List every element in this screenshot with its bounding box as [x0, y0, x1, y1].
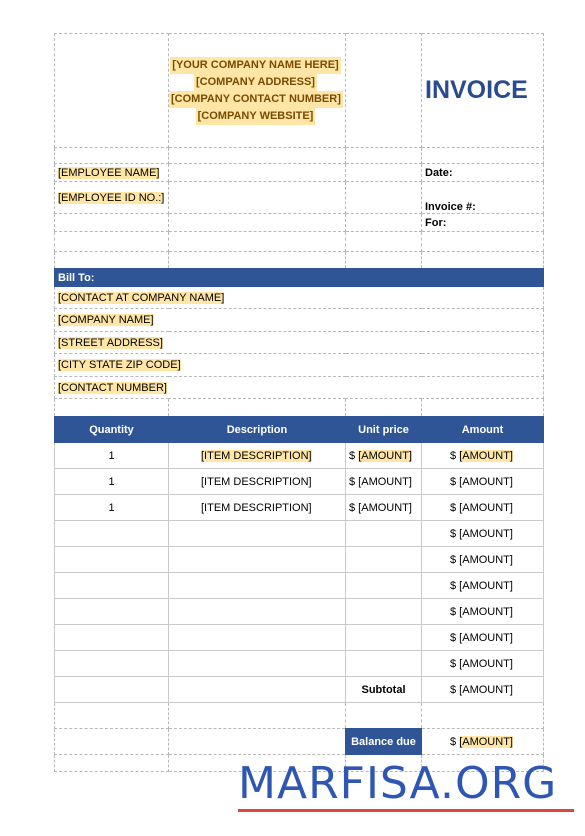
- unit-price-value: [AMOUNT]: [358, 449, 412, 462]
- company-website: [COMPANY WEBSITE]: [196, 108, 316, 125]
- table-row: 1 [ITEM DESCRIPTION] $ [AMOUNT] $ [AMOUNT]: [55, 469, 544, 495]
- bill-to-city: [CITY STATE ZIP CODE]: [58, 359, 181, 371]
- watermark-underline: [238, 809, 574, 812]
- subtotal-row: [55, 677, 544, 703]
- watermark-logo: [238, 760, 578, 816]
- subtotal-value: $ [AMOUNT]: [422, 677, 544, 703]
- table-row: $ [AMOUNT]: [55, 599, 544, 625]
- invoice-number-label: Invoice #:: [422, 182, 544, 214]
- table-row: $ [AMOUNT]: [55, 547, 544, 573]
- table-row: $ [AMOUNT]: [55, 521, 544, 547]
- subtotal-label: Subtotal: [346, 677, 422, 703]
- col-header-amount: Amount: [422, 417, 544, 443]
- balance-row: [55, 729, 544, 755]
- bill-to-contact: [CONTACT AT COMPANY NAME]: [58, 291, 225, 304]
- company-contact-number: [COMPANY CONTACT NUMBER]: [169, 91, 343, 108]
- invoice-title: INVOICE: [422, 34, 544, 148]
- header-row: [55, 34, 544, 148]
- bill-to-street: [STREET ADDRESS]: [58, 336, 163, 349]
- table-row: 1 [ITEM DESCRIPTION] $ [AMOUNT] $ [AMOUNT]: [55, 443, 544, 469]
- company-info: [169, 34, 346, 148]
- table-row: $ [AMOUNT]: [55, 573, 544, 599]
- employee-name-row: [55, 164, 544, 182]
- table-row: 1 [ITEM DESCRIPTION] $ [AMOUNT] $ [AMOUNT]: [55, 495, 544, 521]
- employee-id: [EMPLOYEE ID NO.:]: [58, 191, 165, 204]
- table-row: $ [AMOUNT]: [55, 651, 544, 677]
- employee-id-row: [55, 182, 544, 214]
- watermark-text: MARFISA.ORG: [238, 758, 558, 809]
- bill-to-phone: [CONTACT NUMBER]: [58, 381, 167, 394]
- col-header-unit-price: Unit price: [346, 417, 422, 443]
- bill-to-header: Bill To:: [55, 269, 544, 287]
- employee-name: [EMPLOYEE NAME]: [58, 166, 160, 179]
- company-address: [COMPANY ADDRESS]: [194, 74, 317, 91]
- col-header-quantity: Quantity: [55, 417, 169, 443]
- for-label: For:: [422, 214, 544, 232]
- items-header-row: [55, 417, 544, 443]
- bill-to-company: [COMPANY NAME]: [58, 314, 154, 326]
- invoice-grid: [54, 33, 544, 772]
- balance-due-value: $ [AMOUNT]: [422, 729, 544, 755]
- balance-due-label: Balance due: [346, 729, 422, 755]
- col-header-description: Description: [169, 417, 346, 443]
- date-label: Date:: [422, 164, 544, 182]
- amount-value: [AMOUNT]: [459, 449, 513, 462]
- company-name: [YOUR COMPANY NAME HERE]: [170, 57, 340, 74]
- table-row: $ [AMOUNT]: [55, 625, 544, 651]
